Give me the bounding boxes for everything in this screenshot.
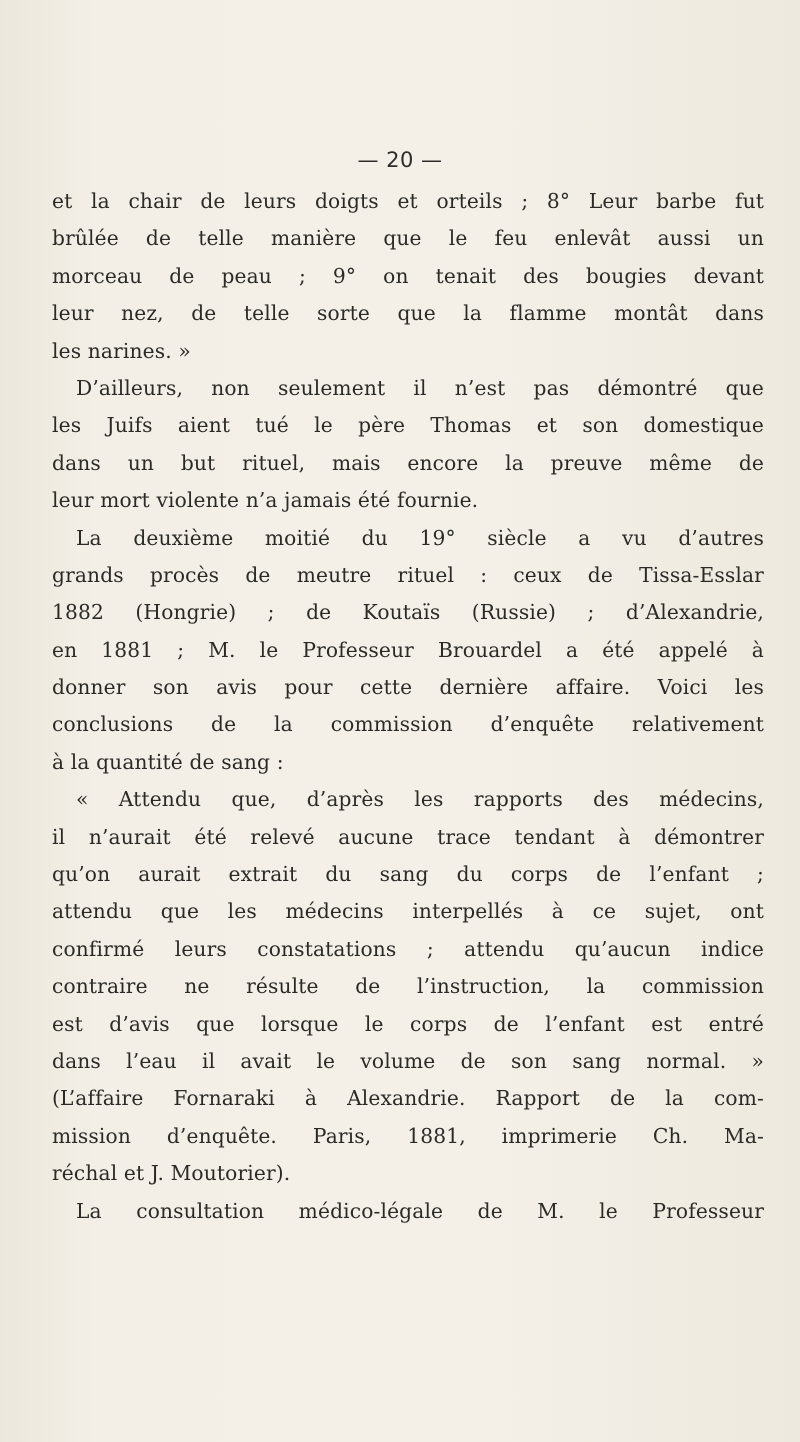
text-line: réchal et J. Moutorier). [52, 1161, 291, 1186]
text-line: en 1881 ; M. le Professeur Brouardel a été appelé à [52, 637, 764, 662]
text-line: (L’affaire Fornaraki à Alexandrie. Rapport de la com- [52, 1086, 764, 1111]
page-number: — 20 — [357, 148, 443, 172]
body-text [52, 183, 764, 1230]
text-line: les narines. » [52, 338, 191, 363]
text-line: donner son avis pour cette dernière affaire. Voici les [52, 675, 764, 700]
text-line: conclusions de la commission d’enquête relativement [52, 712, 764, 737]
text-line: grands procès de meutre rituel : ceux de Tissa-Esslar [52, 562, 764, 587]
text-line: mission d’enquête. Paris, 1881, imprimerie Ch. Ma- [52, 1123, 764, 1148]
text-line: La consultation médico-légale de M. le Professeur [76, 1198, 764, 1223]
text-line: brûlée de telle manière que le feu enlevât aussi un [52, 226, 764, 251]
text-line: dans l’eau il avait le volume de son sang normal. » [52, 1048, 764, 1073]
text-line: leur nez, de telle sorte que la flamme montât dans [52, 301, 764, 326]
text-line: La deuxième moitié du 19° siècle a vu d’autres [76, 525, 764, 550]
text-line: D’ailleurs, non seulement il n’est pas démontré que [76, 375, 764, 400]
text-line: est d’avis que lorsque le corps de l’enfant est entré [52, 1011, 764, 1036]
text-line: 1882 (Hongrie) ; de Koutaïs (Russie) ; d’Alexandrie, [52, 600, 764, 625]
text-line: qu’on aurait extrait du sang du corps de l’enfant ; [52, 862, 764, 887]
text-line: les Juifs aient tué le père Thomas et son domestique [52, 413, 764, 438]
text-line: à la quantité de sang : [52, 749, 284, 774]
text-line: attendu que les médecins interpellés à ce sujet, ont [52, 899, 764, 924]
text-line: « Attendu que, d’après les rapports des médecins, [76, 787, 764, 812]
text-line: morceau de peau ; 9° on tenait des bougies devant [52, 263, 764, 288]
text-line: confirmé leurs constatations ; attendu qu’aucun indice [52, 936, 764, 961]
text-line: et la chair de leurs doigts et orteils ; 8° Leur barbe fut [52, 189, 764, 213]
text-line: dans un but rituel, mais encore la preuve même de [52, 450, 764, 475]
text-line: contraire ne résulte de l’instruction, la commission [52, 974, 764, 999]
text-line: il n’aurait été relevé aucune trace tendant à démontrer [52, 824, 764, 849]
text-line: leur mort violente n’a jamais été fournie. [52, 488, 479, 513]
